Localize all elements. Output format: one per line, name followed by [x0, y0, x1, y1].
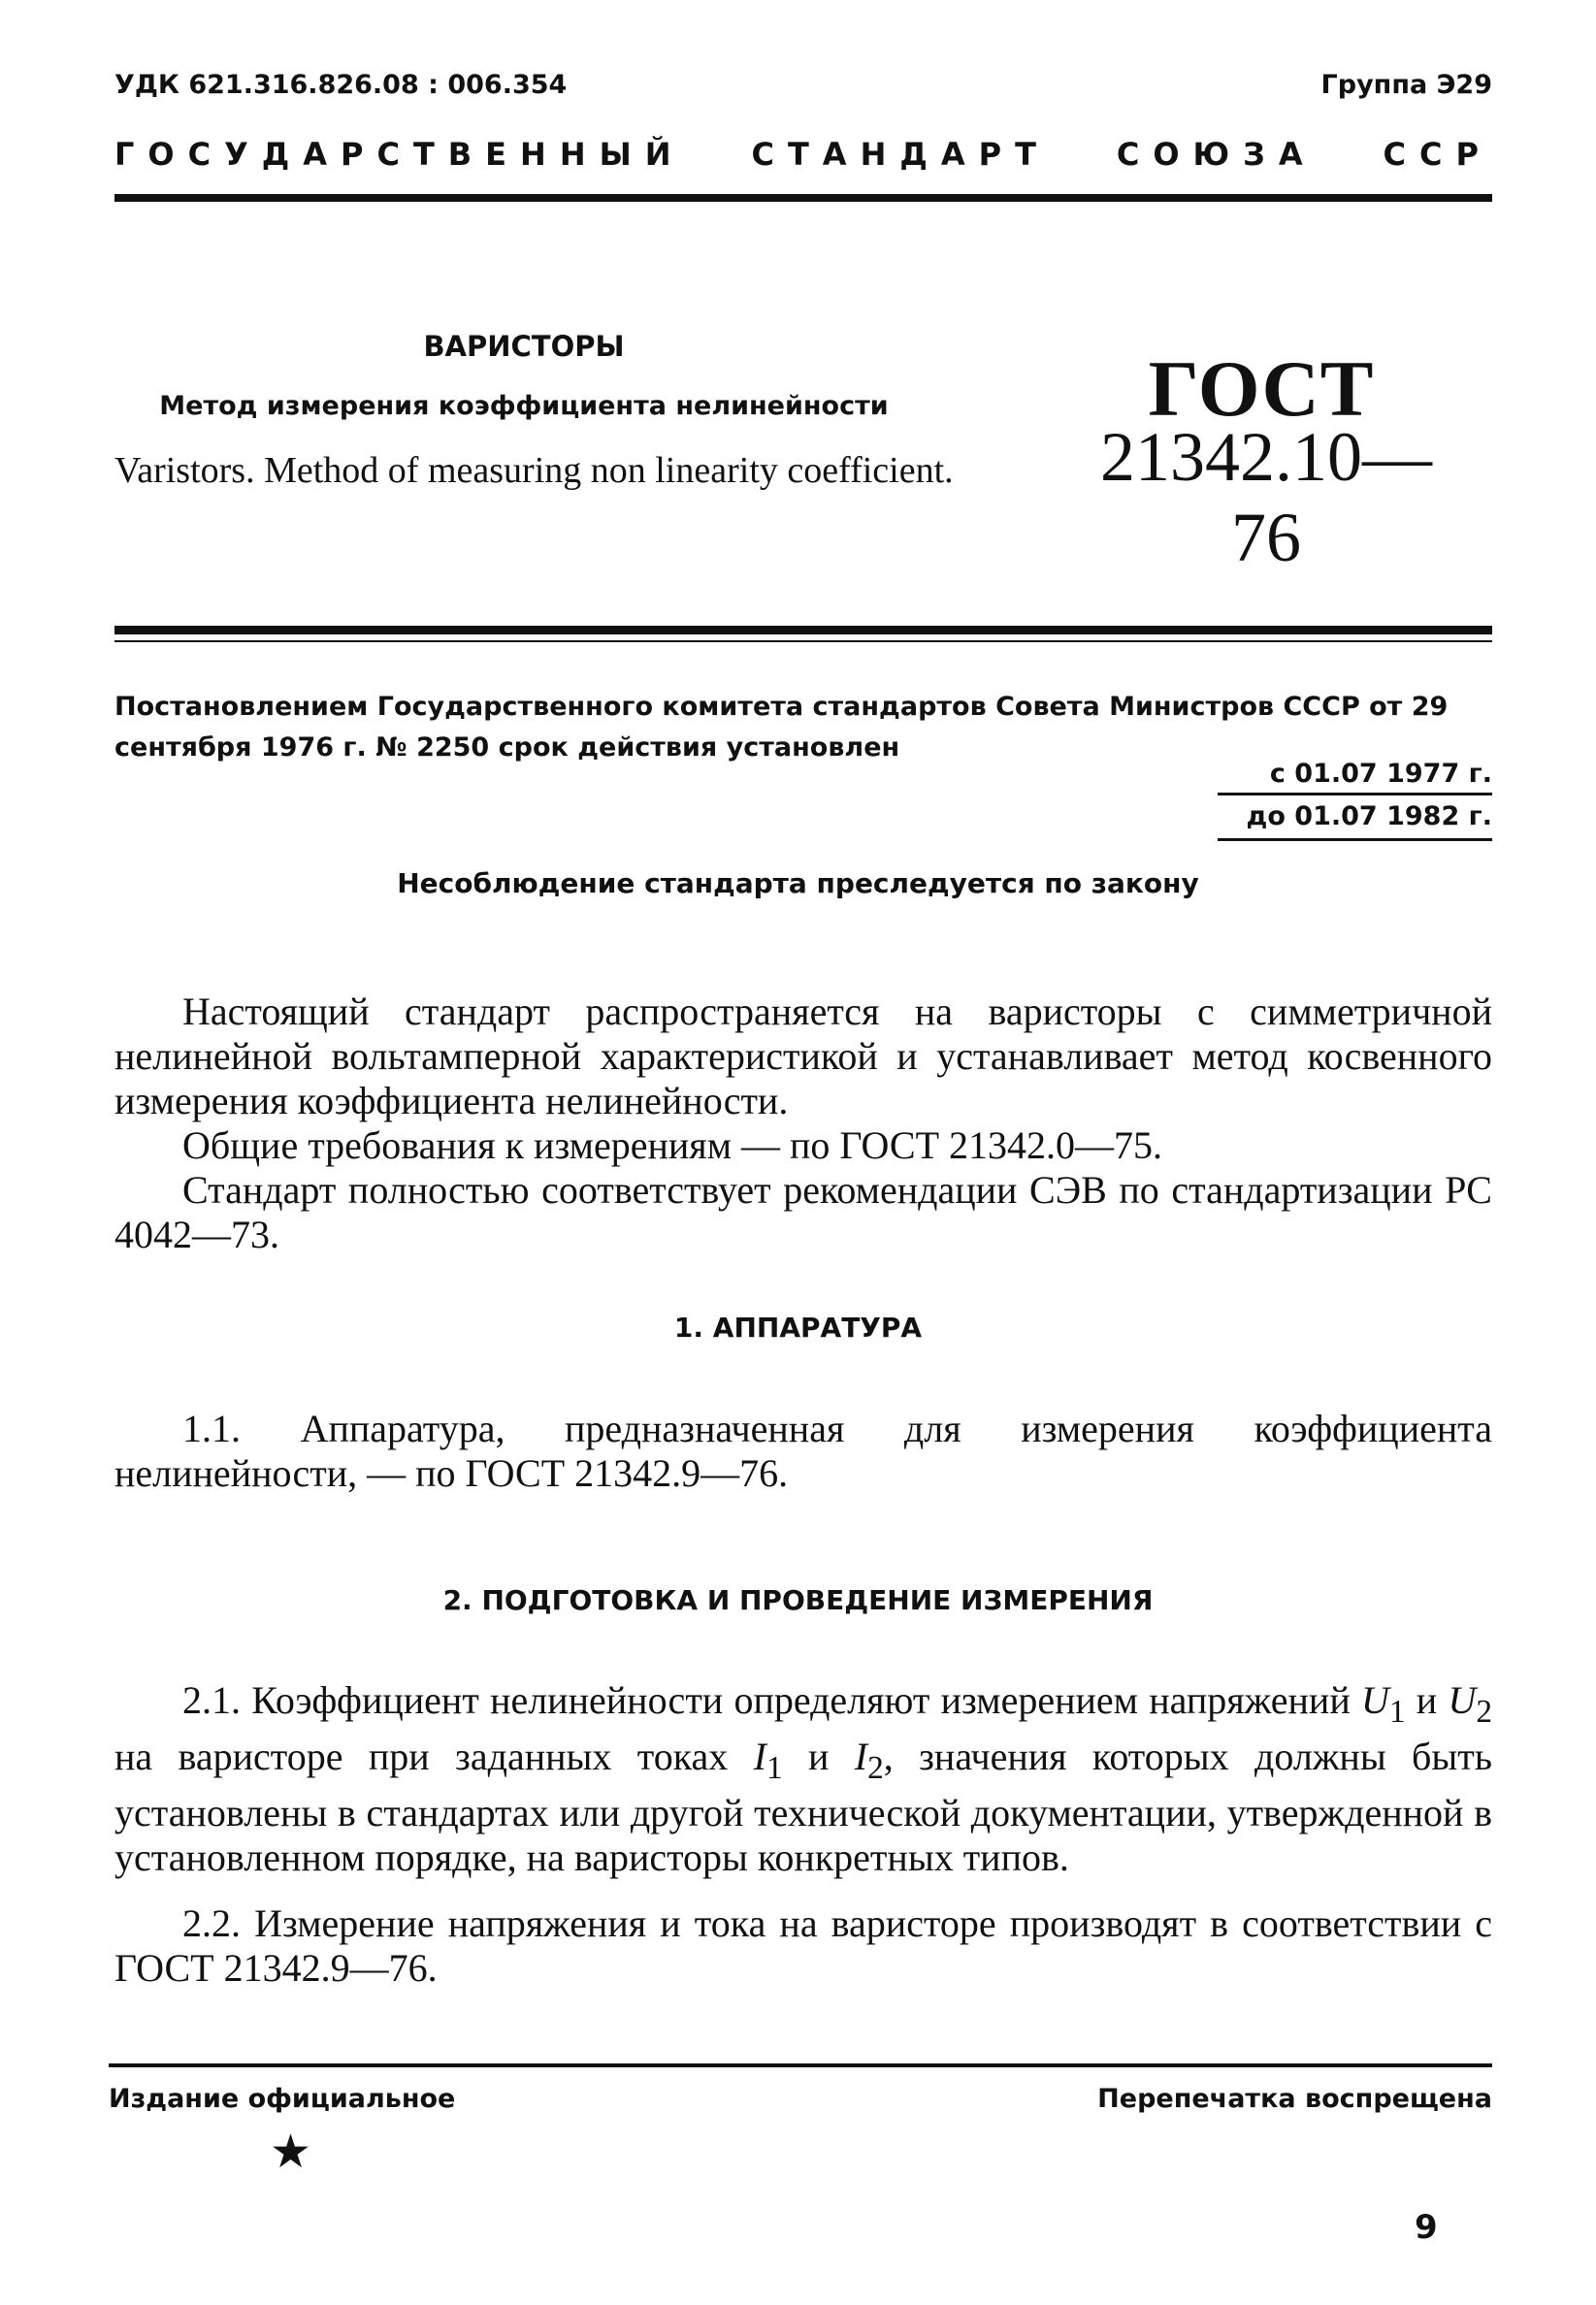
subtitle-ru: Метод измерения коэффициента нелинейности	[159, 391, 889, 421]
conjunction: и	[782, 1735, 855, 1778]
date-underline	[1218, 793, 1492, 795]
intro-paragraph-text: Настоящий стандарт распространяется на варисторы с симметричной нелинейной вольтамперной характеристикой и устанавливает метод косвенного измерения коэффициента нелинейности.	[114, 990, 1492, 1122]
official-edition-label: Издание официальное	[109, 2084, 456, 2114]
title-rule-thin	[114, 640, 1492, 642]
page-number: 9	[1415, 2208, 1438, 2247]
title-en: Varistors. Method of measuring non linearity coefficient.	[114, 450, 954, 491]
voltage-symbol: U	[1448, 1678, 1477, 1722]
subscript: 2	[1476, 1694, 1493, 1730]
gost-label: ГОСТ	[1148, 344, 1375, 433]
section-paragraph-text: 2.1. Коэффициент нелинейности определяют измерением напряжений	[182, 1678, 1361, 1722]
intro-paragraph	[114, 1123, 1492, 1168]
header-rule-thick	[114, 194, 1492, 202]
law-notice: Несоблюдение стандарта преследуется по закону	[397, 867, 1199, 899]
title-rule-thick	[114, 626, 1492, 634]
group-code: Группа Э29	[1320, 70, 1492, 100]
banner-word: ГОСУДАРСТВЕННЫЙ	[114, 136, 685, 173]
current-symbol: I	[753, 1735, 766, 1778]
date-underline	[1218, 838, 1492, 841]
state-standard-banner	[114, 136, 1492, 173]
intro-paragraph-text: Общие требования к измерениям — по ГОСТ 21342.0—75.	[182, 1123, 1163, 1167]
gost-number: 21342.10—76	[1100, 418, 1432, 576]
section-heading: 1. АППАРАТУРА	[673, 1312, 923, 1344]
banner-word: ССР	[1383, 136, 1492, 173]
intro-paragraph	[114, 1168, 1492, 1257]
intro-paragraph	[114, 990, 1492, 1123]
section-heading: 2. ПОДГОТОВКА И ПРОВЕДЕНИЕ ИЗМЕРЕНИЯ	[442, 1584, 1154, 1616]
title-ru: ВАРИСТОРЫ	[423, 330, 625, 363]
section-paragraph-text: 1.1. Аппаратура, предназначенная для измерения коэффициента нелинейности, — по ГОСТ 21342.9—76.	[114, 1407, 1492, 1495]
banner-word: СТАНДАРТ	[751, 136, 1050, 173]
section-paragraph-text: 2.2. Измерение напряжения и тока на варисторе производят в соответствии с ГОСТ 21342.9—76.	[114, 1901, 1492, 1990]
conjunction: и	[1405, 1678, 1449, 1722]
section-paragraph-text: , значения которых должны быть установлены в стандартах или другой технической документации, утвержденной в установленном порядке, на варисторы конкретных типов.	[114, 1735, 1492, 1879]
reprint-prohibited-label: Перепечатка воспрещена	[1097, 2084, 1492, 2114]
footer-rule	[109, 2063, 1492, 2067]
subscript: 2	[867, 1750, 884, 1786]
decree-text: Постановлением Государственного комитета стандартов Совета Министров СССР от 29 сентября 1976 г. № 2250 срок действия установлен	[114, 692, 1449, 763]
subscript: 1	[1388, 1694, 1406, 1730]
section-paragraph	[114, 1407, 1492, 1496]
intro-paragraph-text: Стандарт полностью соответствует рекомендации СЭВ по стандартизации PC 4042—73.	[114, 1168, 1492, 1256]
validity-from: с 01.07 1977 г.	[1269, 759, 1492, 789]
validity-to: до 01.07 1982 г.	[1246, 801, 1492, 831]
voltage-symbol: U	[1360, 1678, 1389, 1722]
subscript: 1	[765, 1750, 783, 1786]
banner-word: СОЮЗА	[1116, 136, 1317, 173]
section-paragraph	[114, 1678, 1492, 1880]
section-paragraph	[114, 1901, 1492, 1991]
star-icon: ★	[270, 2126, 312, 2178]
udk-code: УДК 621.316.826.08 : 006.354	[114, 70, 568, 100]
section-paragraph-text: на варисторе при заданных токах	[114, 1735, 754, 1778]
current-symbol: I	[854, 1735, 868, 1778]
